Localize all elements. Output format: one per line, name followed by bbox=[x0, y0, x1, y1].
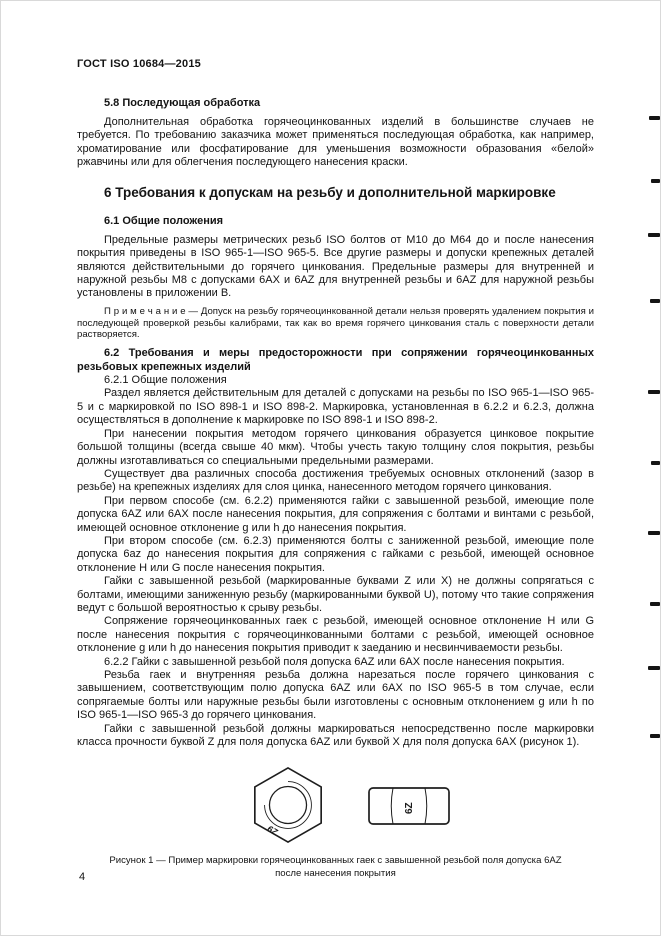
paragraph-6-2-1-d: При первом способе (см. 6.2.2) применяются гайки с завышенной резьбой, имеющие поле допуска 6AZ или 6АХ после нанесения покрытия, для сопряжения с болтами и винтами с резьбой, имеющей основное отклонение g или h до нанесения покрытия. bbox=[77, 494, 594, 534]
page-content bbox=[77, 58, 594, 880]
scan-artifact bbox=[648, 390, 660, 394]
page-number: 4 bbox=[79, 871, 86, 883]
nut-side-view-drawing bbox=[366, 782, 452, 828]
heading-5-8: 5.8 Последующая обработка bbox=[104, 97, 261, 110]
paragraph-6-2-2-b: Гайки с завышенной резьбой должны маркироваться непосредственно после маркировки класса прочности буквой Z для поля допуска 6AZ или буквой X для поля допуска 6АХ (рисунок 1). bbox=[77, 722, 594, 749]
paragraph-6-1: Предельные размеры метрических резьб ISO болтов от М10 до М64 до и после нанесения покрытия приведены в ISO 965-1—ISO 965-5. Все другие размеры и допуски крепежных деталей являются действительными до горячего цинкования. Предельные размеры для внутренней и наружной резьбы М8 с допусками 6АХ и 6AZ для внутренней резьбы и 6AZ для наружной резьбы установлены в приложении В. bbox=[77, 233, 594, 300]
heading-6-2: 6.2 Требования и меры предосторожности при сопряжении горячеоцинкованных резьбовых крепежных изделий bbox=[77, 347, 594, 373]
paragraph-6-2-1-g: Сопряжение горячеоцинкованных гаек с резьбой, имеющей основное отклонение Н или G после нанесения покрытия с горячеоцинкованными болтами с резьбой, имеющей основное отклонение g или h до нанесения покрытия приводит к заеданию и несвинчиваемости резьбы. bbox=[77, 615, 594, 655]
figure-caption: Рисунок 1 — Пример маркировки горячеоцинкованных гаек с завышенной резьбой поля допуска 6AZ после нанесения покрытия bbox=[109, 855, 562, 879]
scan-artifact bbox=[648, 666, 660, 670]
paragraph-5-8: Дополнительная обработка горячеоцинкованных изделий в большинстве случаев не требуется. По требованию заказчика может применяться последующая обработка, как например, хроматирование или фосфатирование для уменьшения возможности образования «белой» ржавчины или для облегчения последующего нанесения краски. bbox=[77, 115, 594, 169]
heading-6-1: 6.1 Общие положения bbox=[104, 215, 224, 228]
thread-arc bbox=[264, 782, 311, 829]
nut-front-view-drawing bbox=[248, 765, 328, 845]
nut-marking-label-front: 6Z bbox=[265, 823, 279, 838]
paragraph-6-2-1-f: Гайки с завышенной резьбой (маркированные буквами Z или X) не должны сопрягаться с болтами, имеющими заниженную резьбу (маркированными буквой U), потому что такие сопряжения ведут с большой вероятностью к срыву резьбы. bbox=[77, 575, 594, 614]
doc-id-header: ГОСТ ISO 10684—2015 bbox=[77, 58, 201, 70]
scan-artifact bbox=[648, 233, 660, 237]
note-6-1: П р и м е ч а н и е — Допуск на резьбу горячеоцинкованной детали нельзя проверять удалением покрытия и последующей проверкой резьбы калибрами, так как во время горячего цинкования сталь с поверхности детали растворяется. bbox=[77, 305, 594, 341]
nut-marking-label-side: 6Z bbox=[403, 802, 415, 815]
heading-6: 6 Требования к допускам на резьбу и дополнительной маркировке bbox=[104, 185, 556, 201]
scan-artifact bbox=[651, 461, 660, 465]
scan-artifact bbox=[650, 734, 660, 738]
paragraph-6-2-1-b: При нанесении покрытия методом горячего цинкования образуется цинковое покрытие большой толщины (всегда свыше 40 мкм). Чтобы учесть такую толщину слоя покрытия, резьбы должны изготавливаться со специальными предельными размерами. bbox=[77, 427, 594, 467]
side-face-line-right bbox=[425, 788, 427, 824]
side-face-line-left bbox=[391, 788, 393, 824]
figure-1 bbox=[77, 765, 594, 845]
scan-artifact bbox=[650, 299, 660, 303]
thread-hole-circle bbox=[269, 787, 306, 824]
paragraph-6-2-1-a: Раздел является действительным для деталей с допусками на резьбы по ISO 965-1—ISO 965-5 и с маркировкой по ISO 898-1 и ISO 898-2. Маркировка, установленная в 6.2.2 и 6.2.3, должна осуществляться в дополнение к маркировке по ISO 898-1 и ISO 898-2. bbox=[77, 387, 594, 427]
heading-6-2-2: 6.2.2 Гайки с завышенной резьбой поля допуска 6AZ или 6АХ после нанесения покрытия. bbox=[104, 655, 565, 668]
scan-artifact bbox=[650, 602, 660, 606]
paragraph-6-2-1-e: При втором способе (см. 6.2.3) применяются болты с заниженной резьбой, имеющие поле допуска 6az до нанесения покрытия для сопряжения с гайками с резьбой, имеющей основное отклонение Н или G после нанесения покрытия. bbox=[77, 534, 594, 574]
scan-artifact bbox=[648, 531, 660, 535]
paragraph-6-2-2-a: Резьба гаек и внутренняя резьба должна нарезаться после горячего цинкования с завышением, соответствующим полю допуска 6AZ или 6АХ по ISO 965-5 в том случае, если сопрягаемые болты или наружные резьбы были изготовлены с основным отклонением g или h по ISO 965-1—ISO 965-3 до горячего цинкования. bbox=[77, 669, 594, 722]
scan-artifact bbox=[649, 116, 660, 120]
paragraph-6-2-1-c: Существует два различных способа достижения требуемых основных отклонений (зазор в резьбе) на крепежных изделиях для слоя цинка, нанесенного методом горячего цинкования. bbox=[77, 467, 594, 494]
scan-artifact bbox=[651, 179, 660, 183]
heading-6-2-1: 6.2.1 Общие положения bbox=[104, 374, 227, 387]
